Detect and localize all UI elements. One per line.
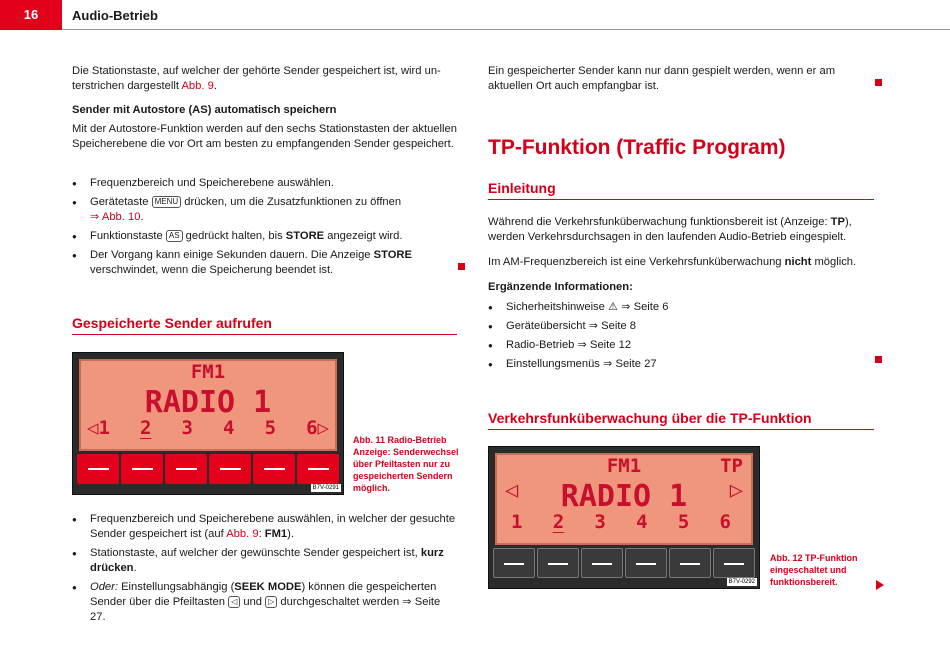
- list-item[interactable]: [488, 357, 874, 372]
- preset-button-4[interactable]: [625, 548, 667, 578]
- heading-einleitung: Einleitung: [488, 181, 874, 200]
- extra-list: [488, 300, 874, 376]
- preset-1: 1: [511, 511, 523, 533]
- preset-button-2[interactable]: [121, 454, 163, 484]
- preset-button-5[interactable]: [669, 548, 711, 578]
- page-number: 16: [0, 0, 62, 30]
- para-text: ), werden Verkehrsdurchsagen in den laufenden Audio-Betrieb eingespielt.: [488, 216, 852, 243]
- preset-3: 3: [181, 417, 193, 439]
- extra-link[interactable]: Einstellungsmenüs ⇒ Seite 27: [506, 358, 657, 370]
- radio-figure-11: [72, 352, 344, 495]
- step-text: und: [240, 596, 266, 608]
- step-text: Frequenzbereich und Speicherebene auswählen.: [90, 177, 334, 189]
- step-text: angezeigt wird.: [324, 230, 403, 242]
- preset-1: ◁1: [87, 417, 110, 439]
- einleitung-p2: [488, 255, 874, 270]
- band-label: FM1: [606, 455, 642, 477]
- step-text: Frequenzbereich und Speicherebene auswählen, in welcher der gesuchte Sender gespeichert ist (auf: [90, 513, 456, 540]
- left-arrow-icon: ◁: [505, 478, 519, 503]
- preset-6: 6: [719, 511, 731, 533]
- extra-link[interactable]: Geräteübersicht ⇒ Seite 8: [506, 320, 637, 332]
- short-press-label: kurz drücken: [90, 547, 444, 574]
- step-text: Einstellungsabhängig (: [117, 581, 235, 593]
- preset-3: 3: [594, 511, 606, 533]
- para-text: Während die Verkehrsfunküberwachung funktionsbereit ist (Anzeige:: [488, 216, 831, 228]
- list-item[interactable]: [488, 319, 874, 334]
- autostore-heading: Sender mit Autostore (AS) automatisch speichern: [72, 104, 337, 116]
- tp-indicator: TP: [720, 455, 743, 477]
- main-title: TP-Funktion (Traffic Program): [488, 136, 786, 159]
- tp-label: TP: [830, 216, 845, 228]
- heading-gespeicherte-sender: Gespeicherte Sender aufrufen: [72, 316, 457, 335]
- left-arrow-key: ◁: [228, 596, 240, 608]
- figure-code: B7V-0291: [312, 485, 339, 491]
- list-item: [72, 580, 457, 625]
- right-arrow-key: ▷: [265, 596, 277, 608]
- step-text: :: [258, 528, 265, 540]
- radio-figure-12: [488, 446, 760, 589]
- preset-button-6[interactable]: [297, 454, 339, 484]
- step-text: ).: [287, 528, 294, 540]
- preset-button-2[interactable]: [537, 548, 579, 578]
- preset-button-5[interactable]: [253, 454, 295, 484]
- heading-tp-funktion: Verkehrsfunküberwachung über die TP-Funktion: [488, 411, 874, 430]
- list-item: [72, 195, 457, 225]
- list-item[interactable]: [488, 300, 874, 315]
- intro-ref-link[interactable]: Abb. 9: [181, 80, 214, 92]
- left-intro: [72, 64, 457, 94]
- seek-mode-label: SEEK MODE: [234, 581, 302, 593]
- preset-row: [87, 417, 329, 439]
- step-text: .: [140, 211, 144, 223]
- preset-button-1[interactable]: [77, 454, 119, 484]
- band-label: FM1: [190, 361, 226, 383]
- preset-6: 6▷: [306, 417, 329, 439]
- step-text: gedrückt halten, bis: [182, 230, 286, 242]
- para-text: möglich.: [811, 256, 857, 268]
- fm1-label: FM1: [264, 528, 288, 540]
- step-text: .: [133, 562, 137, 574]
- continue-arrow-icon: [876, 580, 884, 590]
- recall-steps: [72, 512, 457, 629]
- right-intro: Ein gespeicherter Sender kann nur dann gespielt werden, wenn er am aktuellen Ort auch empfangbar ist.: [488, 65, 836, 92]
- end-mark: [875, 79, 882, 86]
- step-text: Stationstaste, auf welcher der gewünschte Sender gespeichert ist,: [90, 547, 421, 559]
- intro-text-1: Die Stationstaste, auf welcher der gehörte Sender gespeichert ist, wird un-: [72, 65, 441, 77]
- list-item: [72, 248, 457, 278]
- end-mark: [875, 356, 882, 363]
- station-name: RADIO 1: [560, 479, 688, 514]
- figure-caption-12: Abb. 12 TP-Funktion eingeschaltet und funktionsbereit.: [770, 553, 858, 587]
- section-title: Audio-Betrieb: [72, 8, 158, 23]
- intro-text-3: .: [213, 80, 217, 92]
- step-text: drücken, um die Zusatzfunktionen zu öffnen: [181, 196, 402, 208]
- autostore-steps: [72, 176, 457, 282]
- as-key: AS: [166, 230, 183, 242]
- preset-button-3[interactable]: [581, 548, 623, 578]
- right-arrow-icon: ▷: [729, 478, 743, 503]
- step-text: ) können die gespeicherten Sender über die Pfeiltasten: [90, 581, 437, 608]
- preset-button-3[interactable]: [165, 454, 207, 484]
- step-text: verschwindet, wenn die Speicherung beendet ist.: [90, 264, 334, 276]
- figure-code: B7V-0292: [728, 579, 755, 585]
- step-text: Gerätetaste: [90, 196, 152, 208]
- extra-link[interactable]: Radio-Betrieb ⇒ Seite 12: [506, 339, 632, 351]
- list-item: [72, 512, 457, 542]
- extra-heading: Ergänzende Informationen:: [488, 281, 633, 293]
- oder-label: Oder:: [90, 581, 118, 593]
- list-item: [72, 546, 457, 576]
- preset-5: 5: [264, 417, 277, 439]
- preset-4: 4: [223, 417, 235, 439]
- store-label: STORE: [373, 249, 412, 261]
- preset-button-6[interactable]: [713, 548, 755, 578]
- preset-2: 2: [552, 511, 565, 533]
- list-item: [72, 176, 457, 191]
- figure-caption-11: Abb. 11 Radio-Betrieb Anzeige: Senderwechsel über Pfeiltasten nur zu gespeicherten Sendern möglich.: [353, 435, 459, 493]
- radio-display: [495, 453, 753, 545]
- end-mark: [458, 263, 465, 270]
- header-rule: [62, 29, 950, 30]
- step-text: durchgeschaltet werden ⇒ Seite 27.: [90, 596, 441, 623]
- extra-link[interactable]: Sicherheitshinweise ⚠ ⇒ Seite 6: [506, 301, 669, 313]
- list-item[interactable]: [488, 338, 874, 353]
- preset-button-row: [493, 548, 755, 578]
- einleitung-p1: [488, 215, 874, 245]
- step-text: Funktionstaste: [90, 230, 166, 242]
- preset-2: 2: [139, 417, 152, 439]
- ref-link-abb10[interactable]: ⇒ Abb. 10: [90, 211, 141, 223]
- nicht-label: nicht: [784, 256, 812, 268]
- preset-button-1[interactable]: [493, 548, 535, 578]
- intro-text-2: terstrichen dargestellt: [72, 80, 182, 92]
- para-text: Im AM-Frequenzbereich ist eine Verkehrsfunküberwachung: [488, 256, 785, 268]
- preset-button-row: [77, 454, 339, 484]
- station-name: RADIO 1: [144, 385, 272, 420]
- preset-4: 4: [636, 511, 648, 533]
- autostore-text: Mit der Autostore-Funktion werden auf den sechs Stationstasten der aktuellen Speicherebene die vor Ort am besten zu empfangenden Sender gespeichert.: [72, 123, 457, 150]
- list-item: [72, 229, 457, 244]
- store-label: STORE: [285, 230, 325, 242]
- ref-link-abb9[interactable]: Abb. 9: [226, 528, 259, 540]
- preset-button-4[interactable]: [209, 454, 251, 484]
- preset-row: [511, 511, 731, 533]
- step-text: Der Vorgang kann einige Sekunden dauern. Die Anzeige: [90, 249, 374, 261]
- radio-display: [79, 359, 337, 451]
- menu-key: MENU: [152, 196, 182, 208]
- preset-5: 5: [677, 511, 690, 533]
